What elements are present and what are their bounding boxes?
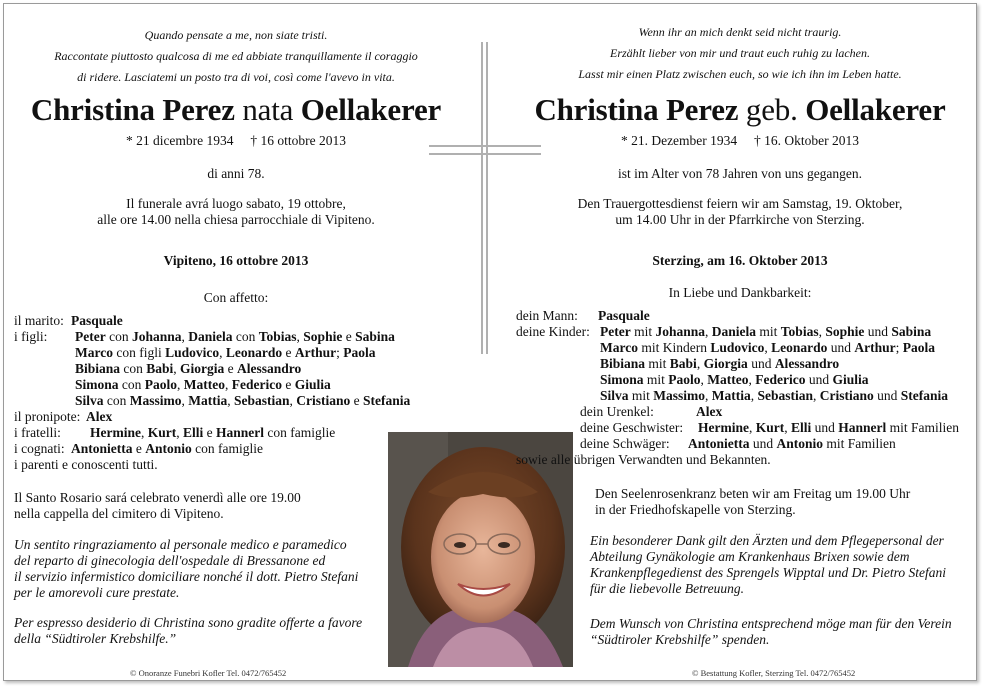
left-closing: Con affetto: xyxy=(203,290,269,305)
family-name: Daniela xyxy=(711,324,757,339)
family-row xyxy=(516,420,976,436)
family-name: Arthur xyxy=(294,345,337,360)
family-name: Cristiano xyxy=(296,393,351,408)
family-name: Johanna xyxy=(655,324,706,339)
family-names xyxy=(688,436,896,452)
family-name: Kurt xyxy=(755,420,785,435)
family-connector: , xyxy=(225,377,232,392)
family-name: Massimo xyxy=(129,393,182,408)
family-row xyxy=(14,329,454,345)
family-name: Hermine xyxy=(698,420,749,435)
family-names xyxy=(600,388,948,404)
family-connector: und xyxy=(873,388,901,403)
family-connector: und xyxy=(749,436,777,451)
family-connector: , xyxy=(700,372,708,387)
family-row xyxy=(516,324,976,340)
family-connector: ; xyxy=(336,345,344,360)
family-names xyxy=(698,420,959,436)
family-connector: con famiglie xyxy=(191,441,263,456)
family-name: Leonardo xyxy=(225,345,283,360)
family-connector: und xyxy=(747,356,775,371)
family-connector: con xyxy=(105,329,132,344)
family-connector: , xyxy=(818,324,826,339)
family-name: Bibiana xyxy=(75,361,121,376)
right-deceased-name: Christina Perez geb. Oellakerer xyxy=(534,92,946,127)
family-connector: con famiglie xyxy=(264,425,336,440)
right-place-date: Sterzing, am 16. Oktober 2013 xyxy=(652,253,828,268)
right-dates xyxy=(520,133,960,149)
family-relation-label: dein Mann: xyxy=(516,308,578,323)
family-name: Hannerl xyxy=(838,420,887,435)
family-name: Peter xyxy=(600,324,631,339)
family-name: Giorgia xyxy=(180,361,225,376)
family-row xyxy=(516,356,976,372)
family-name: Federico xyxy=(231,377,282,392)
left-footer: © Onoranze Funebri Kofler Tel. 0472/765452 xyxy=(130,668,287,678)
family-connector: mit xyxy=(645,356,670,371)
family-row xyxy=(14,361,454,377)
family-name: Sophie xyxy=(825,324,865,339)
family-connector: con figli xyxy=(112,345,166,360)
family-relation-label: sowie alle übrigen Verwandten und Bekannten. xyxy=(516,452,771,467)
family-relation-label: i cognati: xyxy=(14,441,65,456)
family-name: Paola xyxy=(902,340,936,355)
family-name: Marco xyxy=(600,340,638,355)
family-name: Silva xyxy=(600,388,629,403)
left-donation-wish: Per espresso desiderio di Christina sono gradite offerte a favore della “Südtiroler Krebshilfe.” xyxy=(14,615,363,646)
family-name: Sebastian xyxy=(234,393,290,408)
family-relation-label: i figli: xyxy=(14,329,48,344)
family-relation-label: deine Kinder: xyxy=(516,324,590,339)
left-thanks: Un sentito ringraziamento al personale medico e paramedico del reparto di ginecologia dell'ospedale di Bressanone ed il servizio infermistico domiciliare nonché il dott. Pietro Stefani per le amorevoli cure prestate. xyxy=(14,537,359,600)
family-name: Giorgia xyxy=(703,356,748,371)
family-name: Kurt xyxy=(147,425,177,440)
family-row xyxy=(14,345,454,361)
right-funeral-info: Den Trauergottesdienst feiern wir am Samstag, 19. Oktober, um 14.00 Uhr in der Pfarrkirche von Sterzing. xyxy=(577,196,903,227)
right-family-list xyxy=(516,308,976,468)
family-name: Antonietta xyxy=(71,441,133,456)
family-connector: , xyxy=(750,388,758,403)
left-death-date: † 16 ottobre 2013 xyxy=(250,133,347,148)
family-connector: und xyxy=(864,324,892,339)
family-name: Pasquale xyxy=(71,313,123,328)
family-name: Babi xyxy=(146,361,174,376)
family-name: Bibiana xyxy=(600,356,646,371)
family-connector: mit Kindern xyxy=(637,340,711,355)
left-poem: Quando pensate a me, non siate tristi. Raccontate piuttosto qualcosa di me ed abbiate tranquillamente il coraggio di ridere. Lasciatemi un posto tra di voi, così come l'avevo in vita. xyxy=(54,28,418,84)
family-connector: , xyxy=(227,393,234,408)
family-name: Mattia xyxy=(188,393,228,408)
family-name: Silva xyxy=(75,393,104,408)
left-deceased-name: Christina Perez nata Oellakerer xyxy=(30,92,442,127)
family-name: Alessandro xyxy=(774,356,840,371)
family-name: Giulia xyxy=(294,377,331,392)
family-name: Marco xyxy=(75,345,113,360)
family-connector: e xyxy=(132,441,146,456)
family-row xyxy=(14,393,454,409)
family-connector: con xyxy=(232,329,259,344)
family-names xyxy=(75,361,301,377)
family-name: Matteo xyxy=(183,377,225,392)
family-name: Sabina xyxy=(355,329,395,344)
family-names xyxy=(600,356,839,372)
right-poem: Wenn ihr an mich denkt seid nicht traurig. Erzählt lieber von mir und traut euch ruhig zu lachen. Lasst mir einen Platz zwischen euch, so wie ich ihn im Leben hatte. xyxy=(578,25,902,81)
left-place-date: Vipiteno, 16 ottobre 2013 xyxy=(163,253,309,268)
family-name: Daniela xyxy=(188,329,233,344)
family-relation-label: deine Geschwister: xyxy=(580,420,684,435)
right-age: ist im Alter von 78 Jahren von uns gegangen. xyxy=(617,166,863,181)
family-name: Massimo xyxy=(653,388,706,403)
family-name: Matteo xyxy=(707,372,749,387)
family-connector: con xyxy=(120,361,147,376)
family-name: Tobias xyxy=(258,329,297,344)
family-relation-label: il pronipote: xyxy=(14,409,81,424)
family-connector: e xyxy=(282,345,295,360)
left-age: di anni 78. xyxy=(207,166,265,181)
family-connector: , xyxy=(219,345,226,360)
family-connector: mit xyxy=(630,324,656,339)
family-name: Sabina xyxy=(891,324,932,339)
family-name: Cristiano xyxy=(819,388,874,403)
left-rosary: Il Santo Rosario sará celebrato venerdì alle ore 19.00 nella cappella del cimitero di Vipiteno. xyxy=(14,490,301,521)
family-relation-label: dein Urenkel: xyxy=(580,404,654,419)
family-connector: ; xyxy=(895,340,903,355)
family-row xyxy=(516,404,976,420)
family-name: Leonardo xyxy=(771,340,828,355)
family-row xyxy=(516,388,976,404)
family-connector: , xyxy=(177,377,184,392)
family-connector: con xyxy=(103,393,130,408)
family-connector: und xyxy=(805,372,833,387)
family-name: Hermine xyxy=(90,425,141,440)
family-name: Antonio xyxy=(776,436,824,451)
left-birth-date: * 21 dicembre 1934 xyxy=(125,133,234,148)
family-connector: , xyxy=(705,324,712,339)
left-funeral-info: Il funerale avrá luogo sabato, 19 ottobre, alle ore 14.00 nella chiesa parrocchiale di Vipiteno. xyxy=(97,196,375,227)
family-connector: , xyxy=(696,356,704,371)
family-connector: , xyxy=(764,340,772,355)
family-names xyxy=(71,441,263,457)
family-connector: und xyxy=(827,340,855,355)
family-row xyxy=(516,452,976,468)
family-names xyxy=(696,404,722,420)
family-row xyxy=(14,313,454,329)
family-name: Simona xyxy=(75,377,119,392)
family-connector: , xyxy=(173,361,181,376)
family-connector: , xyxy=(748,420,756,435)
family-name: Paolo xyxy=(668,372,701,387)
family-row xyxy=(14,377,454,393)
family-names xyxy=(75,345,376,361)
family-connector: , xyxy=(181,393,189,408)
family-names xyxy=(71,313,123,329)
family-connector: con xyxy=(118,377,145,392)
family-connector: , xyxy=(181,329,189,344)
right-death-date: † 16. Oktober 2013 xyxy=(754,133,860,148)
family-name: Ludovico xyxy=(165,345,220,360)
family-connector: , xyxy=(140,425,148,440)
family-name: Alex xyxy=(696,404,723,419)
family-name: Johanna xyxy=(131,329,182,344)
family-names xyxy=(75,329,395,345)
family-row xyxy=(516,372,976,388)
family-connector: mit xyxy=(756,324,781,339)
family-name: Giulia xyxy=(832,372,869,387)
family-relation-label: i parenti e conoscenti tutti. xyxy=(14,457,158,472)
family-connector: , xyxy=(296,329,304,344)
family-relation-label: deine Schwäger: xyxy=(580,436,670,451)
family-name: Ludovico xyxy=(710,340,765,355)
family-name: Alex xyxy=(86,409,113,424)
right-closing: In Liebe und Dankbarkeit: xyxy=(668,285,812,300)
family-name: Stefania xyxy=(363,393,411,408)
family-name: Mattia xyxy=(711,388,751,403)
right-footer: © Bestattung Kofler, Sterzing Tel. 0472/765452 xyxy=(692,668,856,678)
family-connector: , xyxy=(748,372,756,387)
family-name: Hannerl xyxy=(216,425,265,440)
family-row xyxy=(14,409,454,425)
family-names xyxy=(86,409,112,425)
family-relation-label: il marito: xyxy=(14,313,64,328)
family-name: Babi xyxy=(669,356,697,371)
family-connector: und xyxy=(811,420,839,435)
family-connector: e xyxy=(224,361,238,376)
right-thanks: Ein besonderer Dank gilt den Ärzten und dem Pflegepersonal der Abteilung Gynäkologie am Krankenhaus Brixen sowie dem Krankenpflegedienst des Sprengels Wipptal und Dr. Pietro Stefani für die liebevolle Betreuung. xyxy=(590,533,946,596)
family-names xyxy=(75,393,410,409)
family-row xyxy=(516,340,976,356)
family-name: Simona xyxy=(600,372,644,387)
family-row xyxy=(516,308,976,324)
family-name: Peter xyxy=(75,329,106,344)
family-names xyxy=(600,340,935,356)
family-connector: , xyxy=(705,388,712,403)
family-names xyxy=(90,425,335,441)
family-connector: , xyxy=(176,425,183,440)
family-connector: e xyxy=(281,377,295,392)
family-connector: , xyxy=(813,388,820,403)
family-name: Stefania xyxy=(900,388,949,403)
family-connector: e xyxy=(350,393,364,408)
family-connector: , xyxy=(289,393,297,408)
family-connector: mit xyxy=(628,388,654,403)
family-name: Tobias xyxy=(780,324,819,339)
family-name: Federico xyxy=(755,372,806,387)
family-name: Elli xyxy=(182,425,204,440)
family-name: Paola xyxy=(343,345,376,360)
family-connector: mit Familien xyxy=(886,420,960,435)
right-rosary: Den Seelenrosenkranz beten wir am Freitag um 19.00 Uhr in der Friedhofskapelle von Sterzing. xyxy=(595,486,911,517)
family-name: Arthur xyxy=(854,340,896,355)
family-connector: e xyxy=(203,425,216,440)
family-connector: , xyxy=(784,420,791,435)
family-name: Paolo xyxy=(144,377,178,392)
family-names xyxy=(600,324,931,340)
family-names xyxy=(75,377,331,393)
family-name: Alessandro xyxy=(237,361,302,376)
family-name: Pasquale xyxy=(598,308,650,323)
family-name: Sebastian xyxy=(757,388,814,403)
right-donation-wish: Dem Wunsch von Christina entsprechend möge man für den Verein “Südtiroler Krebshilfe” spenden. xyxy=(590,616,952,647)
family-row xyxy=(516,436,976,452)
right-birth-date: * 21. Dezember 1934 xyxy=(620,133,738,148)
family-names xyxy=(600,372,869,388)
family-connector: e xyxy=(342,329,356,344)
family-connector: mit xyxy=(643,372,669,387)
family-name: Sophie xyxy=(303,329,343,344)
family-name: Antonietta xyxy=(688,436,750,451)
left-dates xyxy=(20,133,452,149)
family-relation-label: i fratelli: xyxy=(14,425,61,440)
family-name: Antonio xyxy=(145,441,192,456)
family-name: Elli xyxy=(790,420,812,435)
family-connector: mit Familien xyxy=(823,436,896,451)
family-names xyxy=(598,308,650,324)
